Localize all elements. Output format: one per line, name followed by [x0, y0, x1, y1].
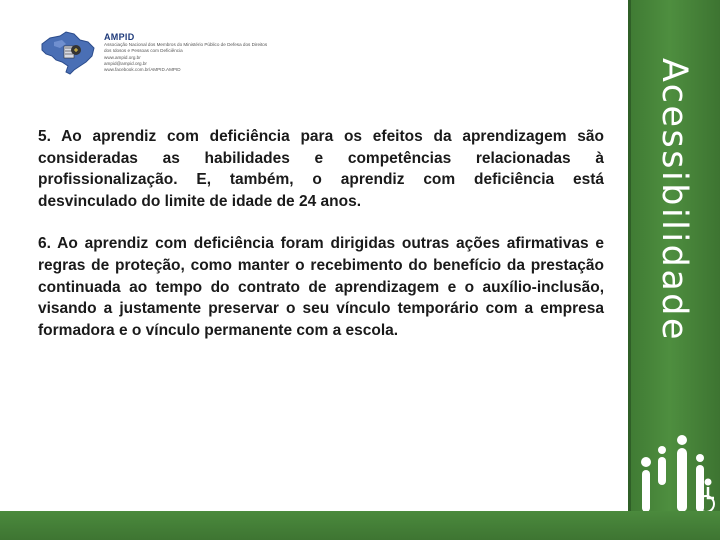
ampid-logo: [36, 30, 326, 80]
logo-line: Associação Nacional dos Membros do Ministério Público de Defesa dos Direitos: [104, 42, 268, 47]
bottom-bar: [0, 511, 720, 540]
logo-line: ampid@ampid.org.br: [104, 60, 147, 66]
accessibility-people-icon: [638, 432, 716, 514]
paragraph-5: 5. Ao aprendiz com deficiência para os efeitos da aprendizagem são consideradas as habilidades e competências relacionadas à profissionalização. E, também, o aprendiz com deficiência está desvinculado do limite de idade de 24 anos.: [38, 128, 604, 210]
logo-line: www.facebook.com.br/AMPID.AMPID: [104, 67, 181, 73]
logo-line: dos Idosos e Pessoas com Deficiência: [104, 48, 183, 54]
sidebar-title: Acessibilidade: [654, 57, 694, 343]
sidebar: [628, 0, 720, 540]
brazil-map-icon: [36, 30, 100, 76]
logo-line: www.ampid.org.br: [104, 54, 141, 60]
main-content: [38, 126, 604, 341]
paragraph-6: 6. Ao aprendiz com deficiência foram dirigidas outras ações afirmativas e regras de proteção, como manter o recebimento do benefício da prestação continuada ao tempo do contrato de aprendizagem e o auxílio-inclusão, visando a justamente preservar o seu vínculo temporário com a empresa formadora e o vínculo permanente com a escola.: [38, 235, 604, 339]
logo-title: AMPID: [104, 32, 135, 42]
